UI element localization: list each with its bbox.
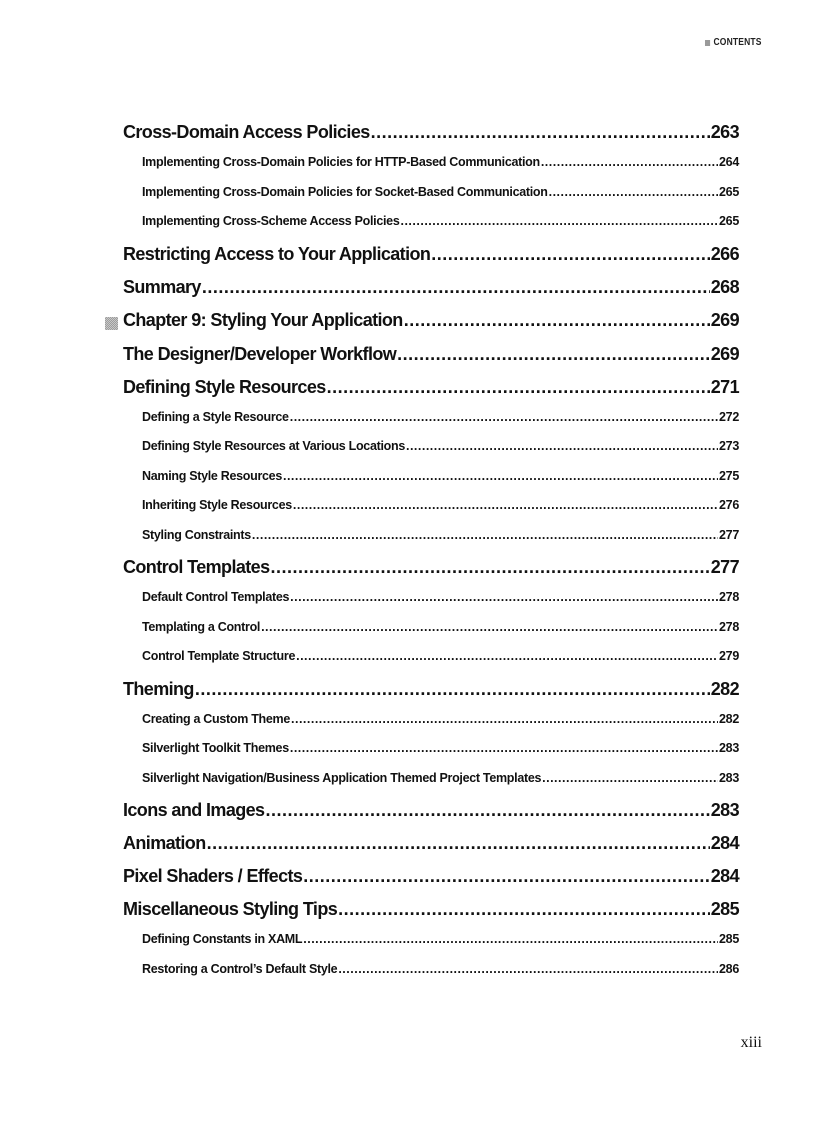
toc-entry-page: 265 [719, 214, 739, 228]
dot-leader [549, 185, 718, 199]
toc-entry-page: 264 [719, 155, 739, 169]
toc-entry-page: 265 [719, 184, 739, 199]
toc-entry-title: Cross-Domain Access Policies [123, 122, 370, 142]
toc-entry-page: 273 [719, 439, 739, 453]
toc-entry-title: Implementing Cross-Scheme Access Policies [142, 214, 400, 228]
dot-leader [296, 649, 718, 663]
dot-leader [303, 932, 718, 946]
toc-entry-page: 276 [719, 498, 739, 512]
toc-subsection-entry[interactable] [123, 767, 739, 797]
toc-entry-page: 275 [719, 468, 739, 483]
toc-entry-page: 269 [710, 309, 739, 330]
toc-subsection-entry[interactable] [123, 708, 739, 738]
toc-entry-page: 278 [719, 590, 739, 604]
toc-entry-page: 269 [710, 343, 739, 364]
toc-entry-title: Pixel Shaders / Effects [123, 866, 303, 886]
toc-entry-page: 266 [710, 243, 739, 264]
dot-leader [542, 771, 718, 785]
toc-entry-title: Chapter 9: Styling Your Application [123, 309, 403, 330]
dot-leader [265, 800, 709, 821]
toc-entry-title: Restoring a Control’s Default Style [142, 961, 338, 976]
toc-entry-title: Implementing Cross-Domain Policies for HTTP-Based Communication [142, 155, 540, 169]
toc-entry-title: Icons and Images [123, 800, 265, 820]
toc-entry-title: Animation [123, 833, 206, 853]
toc-entry-page: 263 [710, 122, 739, 142]
dot-leader [338, 962, 718, 976]
toc-section-entry[interactable] [123, 829, 739, 862]
toc-entry-page: 285 [719, 932, 739, 946]
toc-section-entry[interactable] [123, 240, 739, 273]
toc-entry-page: 283 [719, 770, 739, 785]
dot-leader [202, 277, 710, 298]
dot-leader [207, 833, 710, 854]
toc-subsection-entry[interactable] [123, 645, 739, 675]
toc-section-entry[interactable] [123, 895, 739, 928]
dot-leader [252, 528, 718, 542]
toc-subsection-entry[interactable] [123, 181, 739, 211]
dot-leader [293, 498, 718, 512]
toc-subsection-entry[interactable] [123, 406, 739, 436]
toc-entry-page: 284 [710, 866, 739, 886]
toc-subsection-entry[interactable] [123, 737, 739, 767]
toc-entry-page: 271 [710, 376, 739, 397]
dot-leader [400, 214, 718, 228]
toc-subsection-entry[interactable] [123, 524, 739, 554]
toc-entry-title: Miscellaneous Styling Tips [123, 899, 338, 919]
dot-leader [290, 410, 718, 424]
toc-entry-title: Styling Constraints [142, 527, 251, 542]
dot-leader [541, 155, 718, 169]
dot-leader [338, 899, 710, 920]
dot-leader [283, 469, 718, 483]
toc-subsection-entry[interactable] [123, 494, 739, 524]
square-bullet-icon [705, 40, 710, 46]
toc-entry-title: Implementing Cross-Domain Policies for Socket-Based Communication [142, 184, 548, 199]
toc-section-entry[interactable] [123, 373, 739, 406]
toc-entry-page: 277 [710, 557, 739, 577]
toc-entry-title: Defining Style Resources [123, 376, 326, 397]
dot-leader [404, 310, 710, 331]
toc-entry-page: 284 [710, 833, 739, 853]
toc-entry-page: 285 [710, 899, 739, 919]
toc-entry-title: Control Template Structure [142, 649, 296, 663]
toc-entry-page: 277 [719, 527, 739, 542]
dot-leader [431, 244, 710, 265]
toc-subsection-entry[interactable] [123, 465, 739, 495]
toc-entry-page: 286 [719, 961, 739, 976]
toc-section-entry[interactable] [123, 862, 739, 895]
toc-entry-title: Silverlight Navigation/Business Application Themed Project Templates [142, 770, 542, 785]
toc-entry-title: Theming [123, 678, 194, 699]
dot-leader [291, 712, 718, 726]
toc-subsection-entry[interactable] [123, 928, 739, 958]
dot-leader [406, 439, 718, 453]
toc-entry-page: 279 [719, 649, 739, 663]
toc-entry-title: Restricting Access to Your Application [123, 243, 431, 264]
toc-entry-title: Naming Style Resources [142, 468, 282, 483]
toc-entry-title: Creating a Custom Theme [142, 711, 290, 726]
toc-entry-page: 283 [719, 741, 739, 755]
dot-leader [195, 679, 710, 700]
toc-section-entry[interactable] [123, 340, 739, 373]
toc-entry-page: 283 [710, 800, 739, 820]
toc-entry-title: Control Templates [123, 557, 270, 577]
table-of-contents [123, 118, 739, 987]
toc-section-entry[interactable] [123, 796, 739, 829]
toc-entry-title: Default Control Templates [142, 590, 290, 604]
dot-leader [397, 344, 710, 365]
toc-entry-title: Templating a Control [142, 619, 261, 634]
page-number: xiii [740, 1034, 762, 1051]
toc-subsection-entry[interactable] [123, 435, 739, 465]
running-header-label: CONTENTS [713, 37, 762, 48]
dot-leader [270, 557, 709, 578]
toc-subsection-entry[interactable] [123, 151, 739, 181]
toc-entry-title: The Designer/Developer Workflow [123, 343, 397, 364]
chapter-marker-icon [105, 317, 118, 330]
toc-entry-page: 282 [719, 711, 739, 726]
running-header [705, 37, 762, 48]
toc-entry-title: Summary [123, 276, 201, 297]
toc-section-entry[interactable] [123, 553, 739, 586]
dot-leader [290, 590, 718, 604]
toc-entry-title: Defining Style Resources at Various Locations [142, 439, 405, 453]
toc-section-entry[interactable] [123, 675, 739, 708]
toc-entry-page: 272 [719, 409, 739, 424]
toc-entry-page: 268 [710, 276, 739, 297]
toc-subsection-entry[interactable] [123, 586, 739, 616]
toc-subsection-entry[interactable] [123, 958, 739, 988]
toc-subsection-entry[interactable] [123, 210, 739, 240]
toc-subsection-entry[interactable] [123, 616, 739, 646]
dot-leader [303, 866, 709, 887]
toc-entry-title: Defining Constants in XAML [142, 932, 303, 946]
dot-leader [261, 620, 718, 634]
toc-entry-page: 282 [710, 678, 739, 699]
toc-entry-title: Defining a Style Resource [142, 409, 289, 424]
toc-entry-title: Inheriting Style Resources [142, 498, 292, 512]
dot-leader [327, 377, 710, 398]
toc-chapter-entry[interactable] [123, 306, 739, 340]
dot-leader [290, 741, 718, 755]
toc-section-entry[interactable] [123, 273, 739, 306]
toc-section-entry[interactable] [123, 118, 739, 151]
dot-leader [371, 122, 710, 143]
toc-entry-page: 278 [719, 619, 739, 634]
toc-entry-title: Silverlight Toolkit Themes [142, 741, 289, 755]
